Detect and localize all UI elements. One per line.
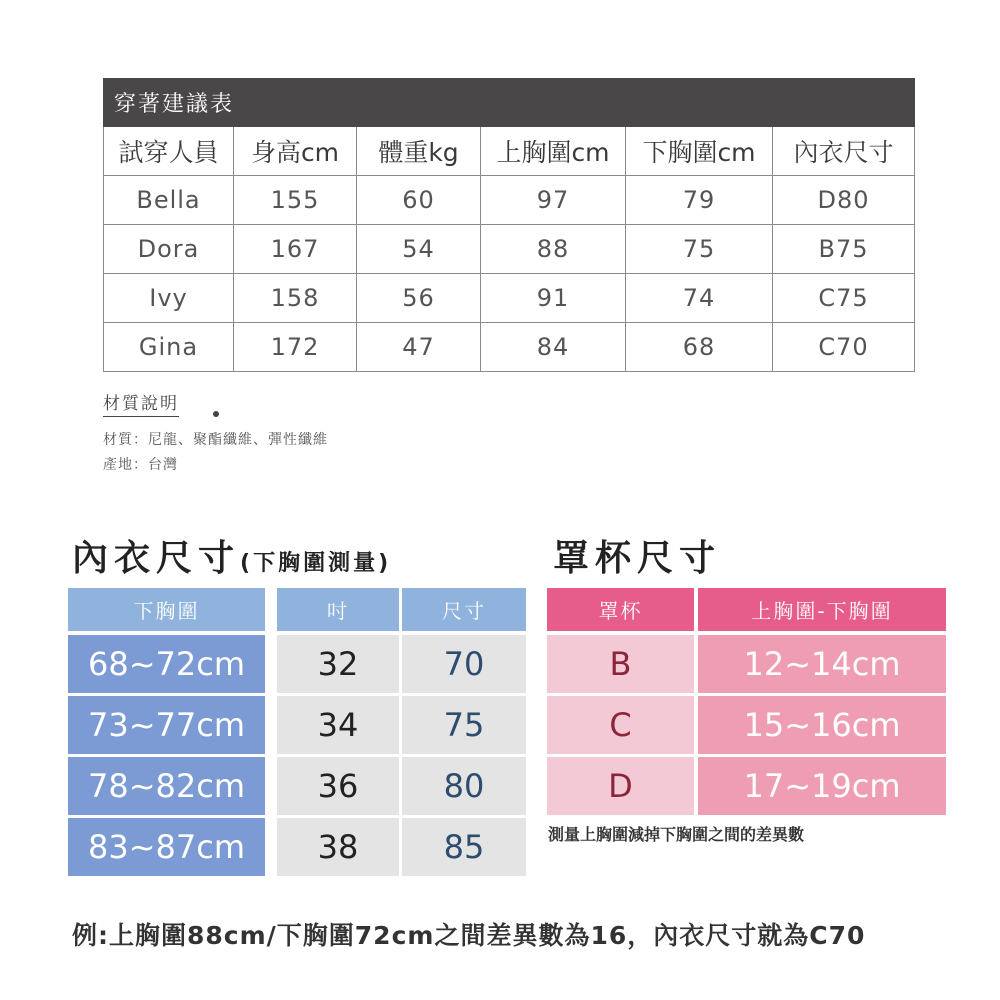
table-row	[104, 274, 915, 323]
cup-header-difference: 上胸圍-下胸圍	[698, 588, 946, 631]
cell-height: 158	[234, 274, 357, 323]
bra-size-heading-main: 內衣尺寸	[72, 538, 241, 579]
cell-height: 172	[234, 323, 357, 372]
band-header-underbust: 下胸圍	[68, 588, 265, 631]
cell-bust: 84	[481, 323, 626, 372]
cup-letter: C	[547, 696, 694, 754]
cell-bust: 91	[481, 274, 626, 323]
table-row	[104, 225, 915, 274]
cup-header-cup: 罩杯	[547, 588, 694, 631]
header-bra-size: 內衣尺寸	[773, 127, 915, 176]
material-origin: 產地：台灣	[103, 457, 178, 473]
band-inch: 32	[277, 635, 399, 693]
material-composition: 材質：尼龍、聚酯纖維、彈性纖維	[103, 432, 328, 448]
cell-weight: 56	[357, 274, 481, 323]
cell-weight: 60	[357, 176, 481, 225]
cell-underbust: 68	[626, 323, 773, 372]
material-title: 材質說明	[103, 389, 179, 417]
cup-size-heading: 罩杯尺寸	[553, 538, 722, 579]
cell-underbust: 75	[626, 225, 773, 274]
cell-bra-size: C70	[773, 323, 915, 372]
header-height: 身高cm	[234, 127, 357, 176]
table-row	[104, 176, 915, 225]
bra-size-heading-sub: (下胸圍測量)	[240, 551, 392, 576]
cell-height: 167	[234, 225, 357, 274]
cell-underbust: 74	[626, 274, 773, 323]
band-size: 75	[402, 696, 526, 754]
cell-weight: 47	[357, 323, 481, 372]
cell-bust: 97	[481, 176, 626, 225]
cell-weight: 54	[357, 225, 481, 274]
cell-height: 155	[234, 176, 357, 225]
band-inch: 34	[277, 696, 399, 754]
cell-tester: Dora	[104, 225, 234, 274]
cell-tester: Bella	[104, 176, 234, 225]
cup-letter: D	[547, 757, 694, 815]
cup-note: 測量上胸圍減掉下胸圍之間的差異數	[548, 825, 805, 844]
example-text: 例:上胸圍88cm/下胸圍72cm之間差異數為16，內衣尺寸就為C70	[72, 921, 866, 950]
header-weight: 體重kg	[357, 127, 481, 176]
cell-underbust: 79	[626, 176, 773, 225]
band-range: 83~87cm	[68, 818, 265, 876]
band-range: 78~82cm	[68, 757, 265, 815]
bra-size-heading	[72, 530, 391, 581]
cell-tester: Gina	[104, 323, 234, 372]
band-header-inch: 吋	[277, 588, 399, 631]
cell-tester: Ivy	[104, 274, 234, 323]
band-range: 73~77cm	[68, 696, 265, 754]
cup-difference: 15~16cm	[698, 696, 946, 754]
bullet-dot	[213, 411, 219, 417]
cell-bra-size: C75	[773, 274, 915, 323]
cup-difference: 17~19cm	[698, 757, 946, 815]
fitting-table-title: 穿著建議表	[104, 79, 915, 127]
cell-bust: 88	[481, 225, 626, 274]
fitting-table	[103, 78, 915, 372]
cup-difference: 12~14cm	[698, 635, 946, 693]
table-row	[104, 323, 915, 372]
header-underbust: 下胸圍cm	[626, 127, 773, 176]
cup-letter: B	[547, 635, 694, 693]
fitting-table-header	[104, 127, 915, 176]
band-size: 70	[402, 635, 526, 693]
cell-bra-size: B75	[773, 225, 915, 274]
band-inch: 38	[277, 818, 399, 876]
band-size: 85	[402, 818, 526, 876]
band-range: 68~72cm	[68, 635, 265, 693]
band-header-size: 尺寸	[402, 588, 526, 631]
header-bust: 上胸圍cm	[481, 127, 626, 176]
cell-bra-size: D80	[773, 176, 915, 225]
band-size: 80	[402, 757, 526, 815]
band-inch: 36	[277, 757, 399, 815]
header-tester: 試穿人員	[104, 127, 234, 176]
